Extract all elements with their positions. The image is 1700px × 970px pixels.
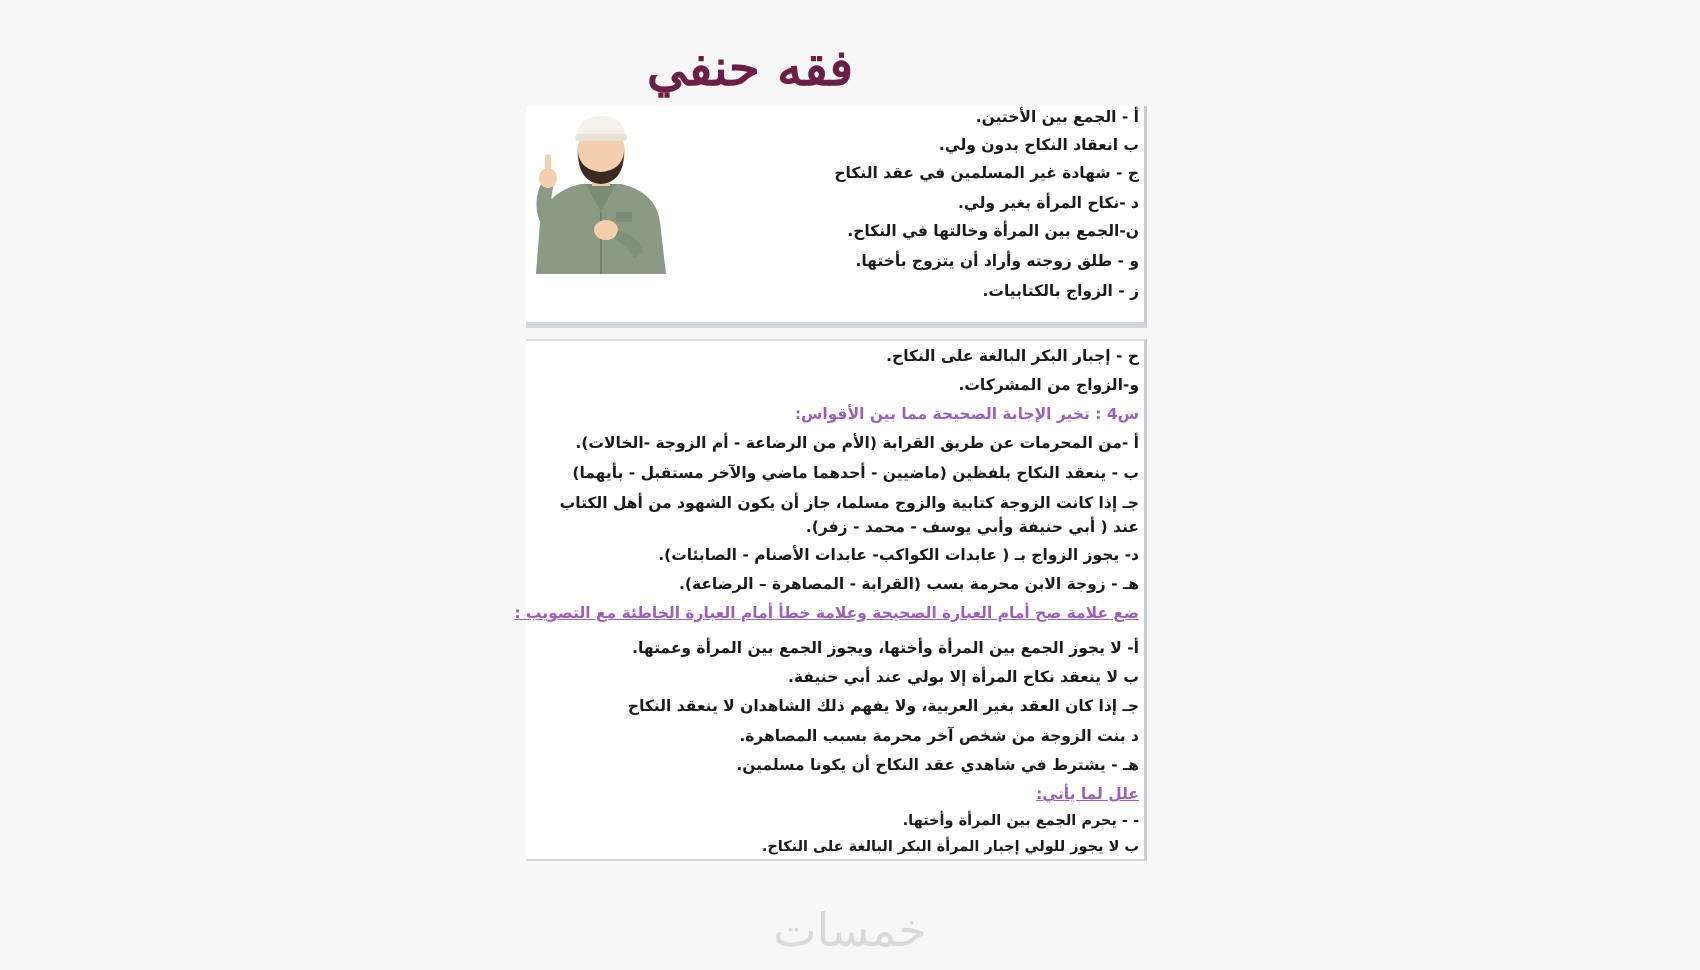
list-item: أ -من المحرمات عن طريق القرابة (الأم من الرضاعة - أم الزوجة -الخالات). bbox=[575, 434, 1139, 452]
list-item: ب - ينعقد النكاح بلفظين (ماضيين - أحدهما ماضي والآخر مستقبل - بأيهما) bbox=[572, 464, 1139, 482]
list-item: جـ إذا كان العقد بغير العربية، ولا يفهم ذلك الشاهدان لا ينعقد النكاح bbox=[627, 697, 1139, 715]
question-heading: ضع علامة صح أمام العبارة الصحيحة وعلامة خطأ أمام العبارة الخاطئة مع التصويب : bbox=[514, 604, 1139, 622]
list-item: ب لا ينعقد نكاح المرأة إلا بولي عند أبي حنيفة. bbox=[788, 668, 1139, 686]
list-item: ب انعقاد النكاح بدون ولي. bbox=[938, 136, 1139, 154]
question-heading: س4 : تخير الإجابة الصحيحة مما بين الأقواس: bbox=[794, 405, 1139, 423]
question-heading: علل لما يأتي: bbox=[1036, 785, 1139, 803]
list-item: ح - إجبار البكر البالغة على النكاح. bbox=[886, 347, 1139, 365]
list-item: هـ - زوجة الابن محرمة بسب (القرابة - المصاهرة – الرضاعة). bbox=[678, 575, 1139, 593]
list-item: جـ إذا كانت الزوجة كتابية والزوج مسلما، جاز أن يكون الشهود من أهل الكتاب عند ( أبي حنيفة وأبي يوسف - محمد - زفر). bbox=[559, 494, 1139, 536]
list-item: أ - الجمع بين الأختين. bbox=[975, 108, 1139, 126]
list-item: و - طلق زوجته وأراد أن يتزوج بأختها. bbox=[855, 252, 1139, 270]
watermark-logo: خمسات bbox=[773, 903, 927, 957]
list-item: ب لا يجوز للولي إجبار المرأة البكر البالغة على النكاح. bbox=[761, 839, 1139, 855]
list-item: و-الزواج من المشركات. bbox=[958, 376, 1139, 394]
list-item: د بنت الزوجة من شخص آخر محرمة بسبب المصاهرة. bbox=[739, 727, 1139, 745]
list-item: ن-الجمع بين المرأة وخالتها في النكاح. bbox=[847, 222, 1139, 240]
worksheet-part-1 bbox=[526, 106, 1147, 328]
list-item: هـ - يشترط في شاهدي عقد النكاح أن يكونا مسلمين. bbox=[736, 756, 1139, 774]
page-title: فقه حنفي bbox=[646, 38, 854, 97]
list-item: د -نكاح المرأة بغير ولي. bbox=[958, 194, 1139, 212]
list-item: ز - الزواج بالكتابيات. bbox=[982, 282, 1139, 300]
list-item: أ- لا يجوز الجمع بين المرأة وأختها، ويجوز الجمع بين المرأة وعمتها. bbox=[632, 639, 1139, 657]
teacher-illustration bbox=[526, 112, 676, 274]
list-item: ج - شهادة غير المسلمين في عقد النكاح bbox=[834, 164, 1139, 182]
worksheet-part-2 bbox=[514, 339, 1147, 861]
list-item: د- يجوز الزواج بـ ( عابدات الكواكب- عابدات الأصنام - الصابئات). bbox=[658, 546, 1139, 564]
list-item: - - يحرم الجمع بين المرأة وأختها. bbox=[902, 813, 1139, 829]
